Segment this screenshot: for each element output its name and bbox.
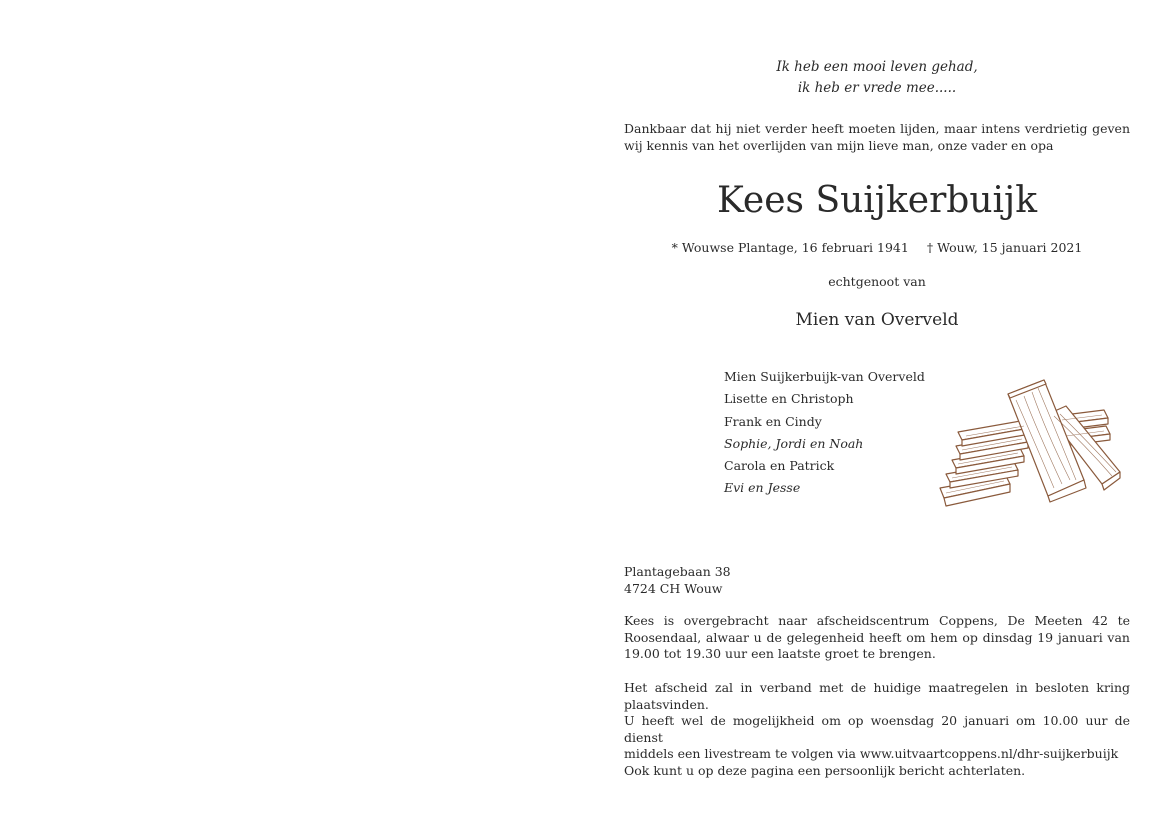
livestream-line-3: Ook kunt u op deze pagina een persoonlijk bericht achterlaten. — [624, 763, 1026, 779]
deceased-name: Kees Suijkerbuijk — [716, 180, 1038, 221]
quote-line-1: Ik heb een mooi leven gehad, — [776, 59, 978, 75]
opening-quote — [624, 57, 1130, 99]
family-member: Frank en Cindy — [724, 413, 822, 429]
livestream-line-2: middels een livestream te volgen via www.uitvaartcoppens.nl/dhr-suijkerbuijk — [624, 746, 1119, 762]
livestream-line-1: U heeft wel de mogelijkheid om op woensdag 20 januari om 10.00 uur de dienst — [624, 713, 1130, 745]
spouse-label: echtgenoot van — [828, 274, 926, 289]
intro-text: Dankbaar dat hij niet verder heeft moeten lijden, maar intens verdrietig geven wij kennis van het overlijden van mijn lieve man, onze vader en opa — [624, 121, 1130, 153]
visit-paragraph: Kees is overgebracht naar afscheidscentrum Coppens, De Meeten 42 te Roosendaal, alwaar u de gelegenheid heeft om hem op dinsdag 19 januari van 19.00 tot 19.30 uur een laatste groet te brengen. — [624, 613, 1130, 662]
spouse-name: Mien van Overveld — [795, 310, 959, 330]
death-date: † Wouw, 15 januari 2021 — [926, 240, 1083, 255]
livestream-paragraph — [624, 713, 1130, 780]
address-street: Plantagebaan 38 — [624, 564, 731, 579]
family-member: Evi en Jesse — [724, 480, 801, 496]
wood-planks-illustration — [936, 376, 1122, 512]
farewell-paragraph: Het afscheid zal in verband met de huidige maatregelen in besloten kring plaatsvinden. — [624, 680, 1130, 712]
family-list — [724, 366, 944, 500]
address-block — [624, 563, 1130, 597]
family-member: Carola en Patrick — [724, 458, 835, 474]
life-dates — [624, 239, 1130, 257]
birth-date: * Wouwse Plantage, 16 februari 1941 — [671, 240, 909, 255]
family-member: Sophie, Jordi en Noah — [724, 435, 864, 451]
quote-line-2: ik heb er vrede mee..... — [797, 80, 957, 96]
family-member: Lisette en Christoph — [724, 391, 854, 407]
family-member: Mien Suijkerbuijk-van Overveld — [724, 369, 925, 384]
address-city: 4724 CH Wouw — [624, 581, 723, 596]
